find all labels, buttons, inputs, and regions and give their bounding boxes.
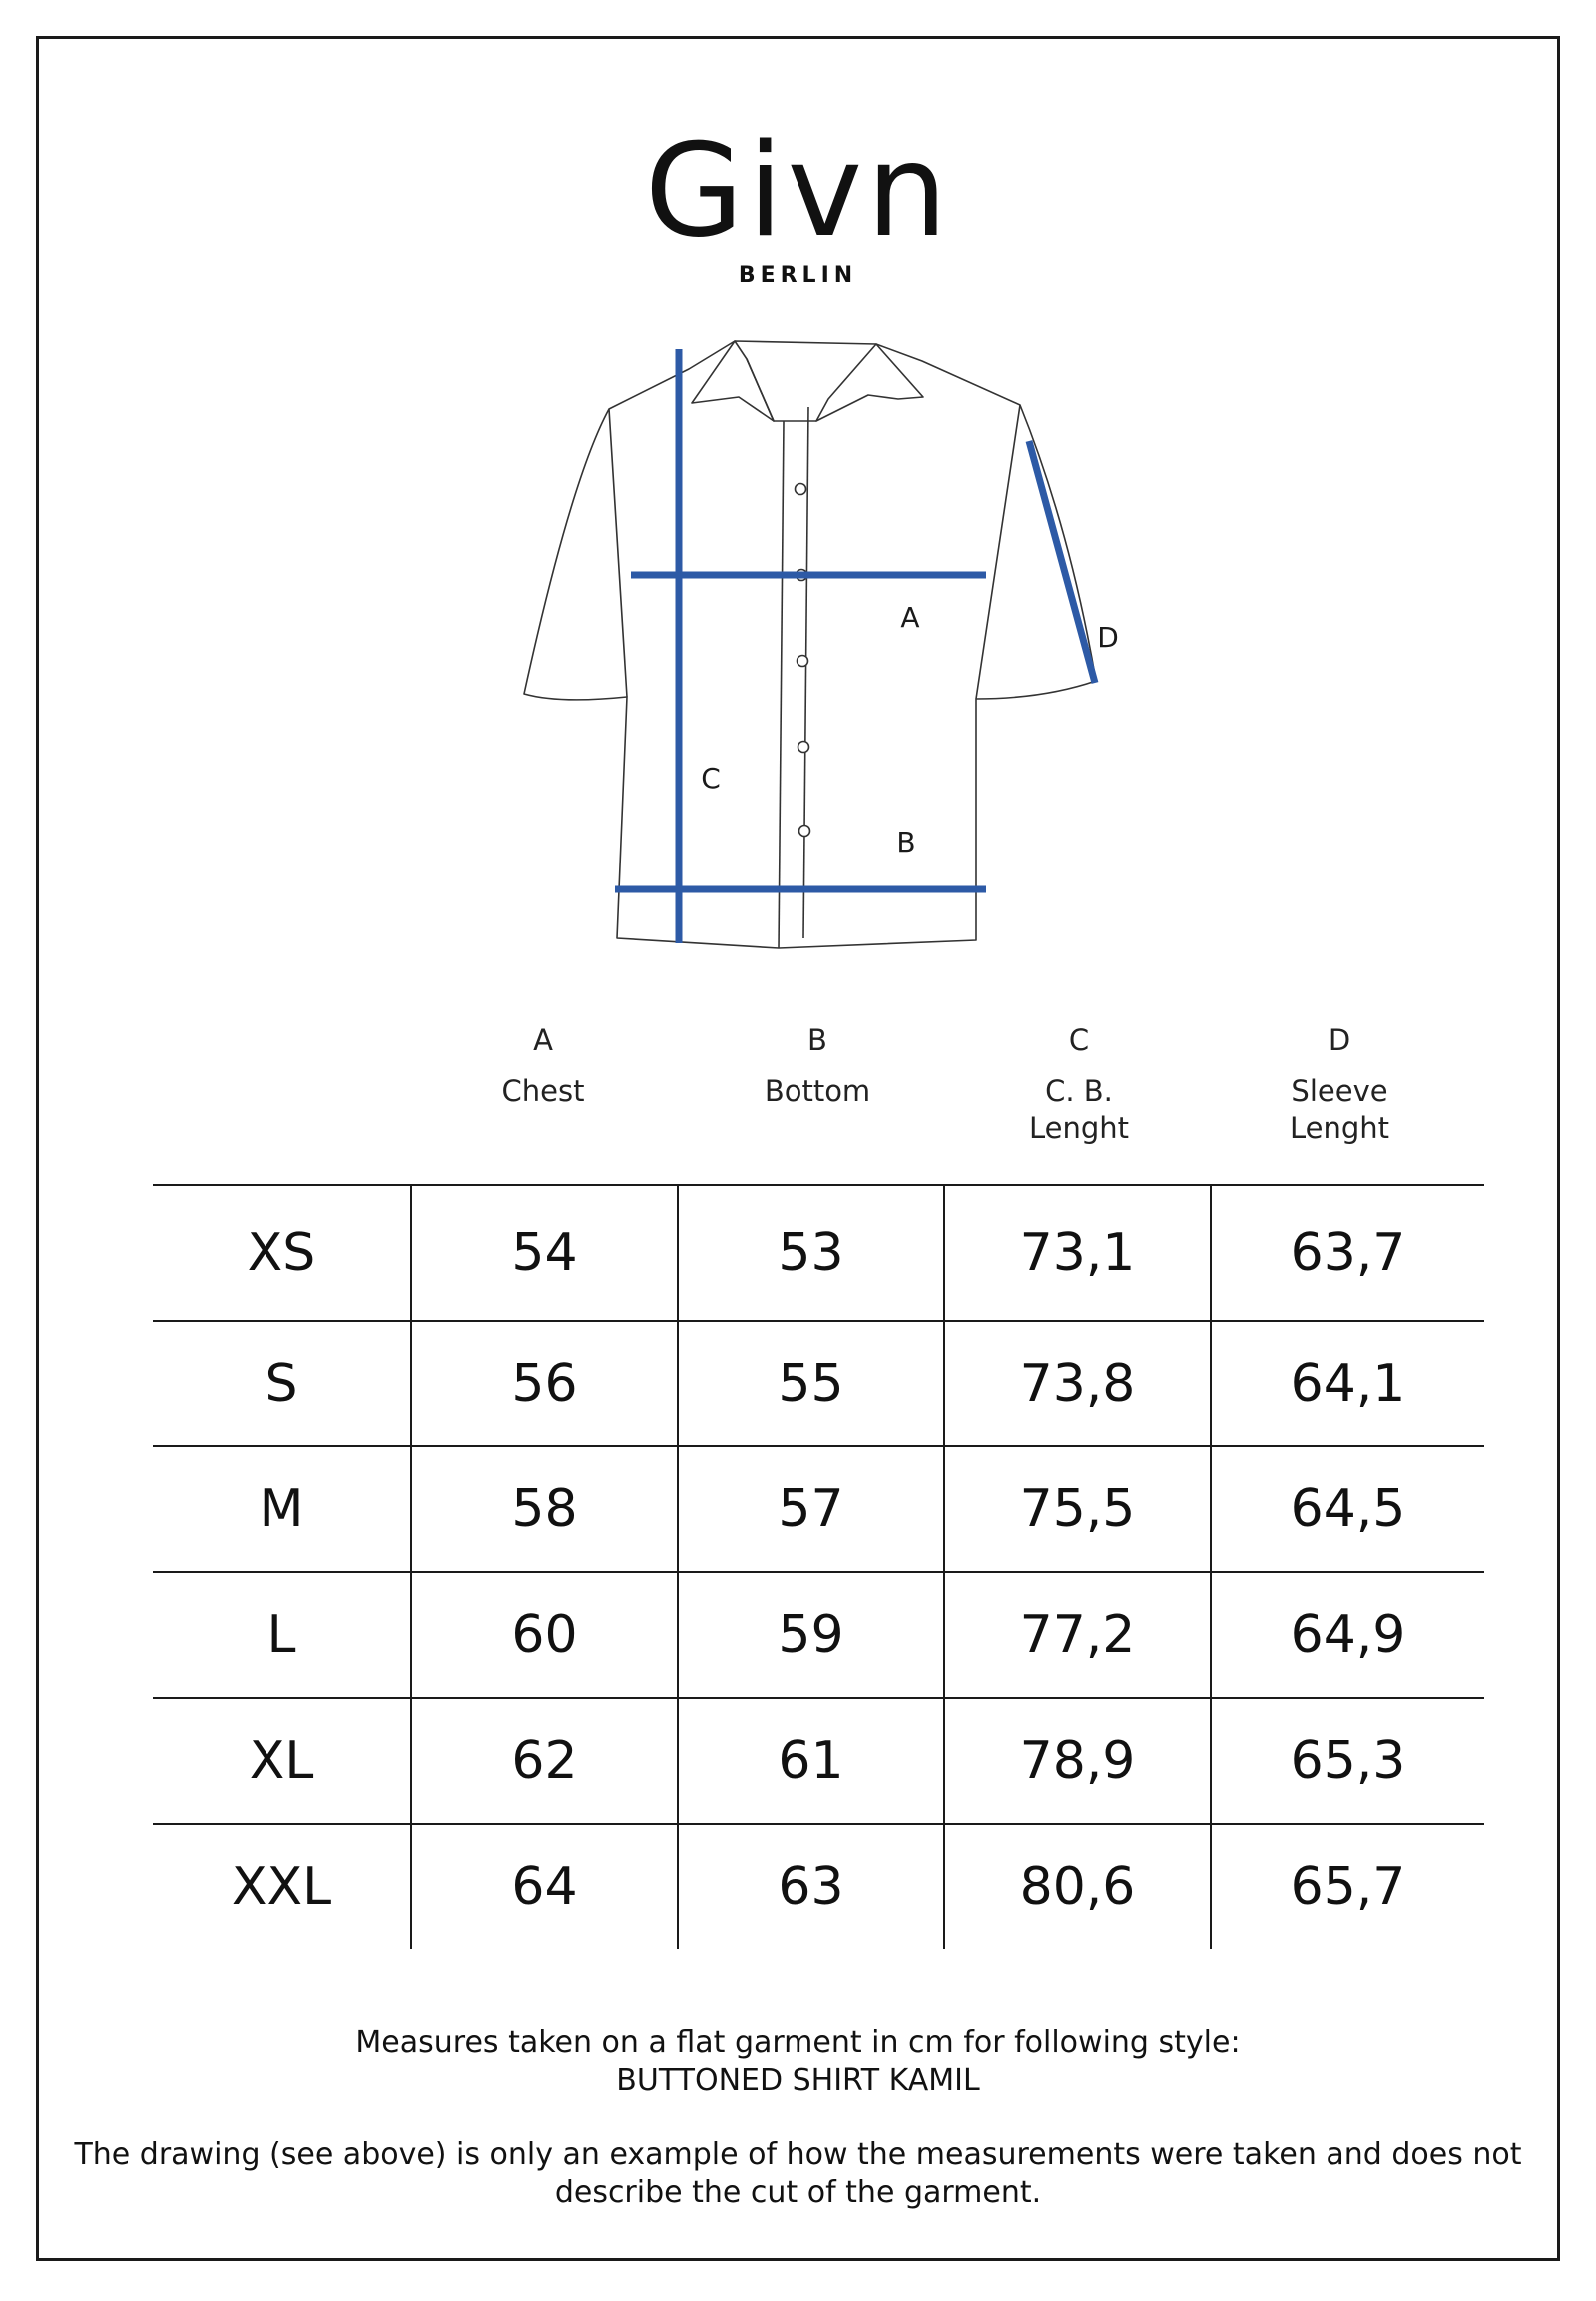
size-cell: S — [265, 1354, 298, 1414]
diagram-label-a: A — [900, 601, 920, 634]
size-cell: XS — [247, 1223, 316, 1283]
table-row — [153, 1445, 1484, 1571]
measure-line-d — [1029, 441, 1095, 683]
table-row — [153, 1184, 1484, 1320]
measurement-note — [60, 2024, 1536, 2100]
button-icon — [798, 742, 809, 753]
button-icon — [798, 656, 808, 667]
brand-logo: Givn — [644, 117, 952, 266]
chest-cell: 54 — [410, 1186, 677, 1320]
style-name: BUTTONED SHIRT KAMIL — [616, 2063, 980, 2098]
chest-cell: 62 — [410, 1699, 677, 1823]
column-letter: C — [1068, 1023, 1090, 1057]
sleeve-length-cell: 63,7 — [1210, 1186, 1484, 1320]
column-letter: A — [533, 1023, 553, 1057]
chest-cell: 60 — [410, 1573, 677, 1697]
bottom-cell: 55 — [677, 1322, 943, 1445]
sleeve-length-cell: 65,3 — [1210, 1699, 1484, 1823]
disclaimer-note: The drawing (see above) is only an example of how the measurements were taken and does not describe the cut of the garment. — [74, 2137, 1522, 2210]
column-header-chest — [413, 1022, 673, 1110]
bottom-cell: 53 — [677, 1186, 943, 1320]
button-icon — [796, 484, 806, 495]
column-header-bottom — [688, 1022, 947, 1110]
size-cell: XL — [249, 1731, 314, 1791]
column-name: Chest — [501, 1074, 585, 1108]
table-row — [153, 1697, 1484, 1823]
sleeve-length-cell: 64,9 — [1210, 1573, 1484, 1697]
diagram-label-b: B — [896, 826, 916, 859]
table-row — [153, 1320, 1484, 1445]
measurement-note-line: Measures taken on a flat garment in cm for following style: — [355, 2025, 1241, 2060]
sleeve-length-cell: 64,5 — [1210, 1447, 1484, 1571]
cb-length-cell: 77,2 — [943, 1573, 1210, 1697]
table-row — [153, 1571, 1484, 1697]
diagram-label-d: D — [1097, 621, 1119, 654]
cb-length-cell: 78,9 — [943, 1699, 1210, 1823]
sleeve-length-cell: 64,1 — [1210, 1322, 1484, 1445]
column-header-cb-length — [949, 1022, 1209, 1147]
bottom-cell: 63 — [677, 1825, 943, 1949]
chest-cell: 56 — [410, 1322, 677, 1445]
button-icon — [799, 826, 810, 837]
size-table — [153, 1184, 1484, 1949]
table-row — [153, 1823, 1484, 1949]
shirt-measurement-diagram — [499, 329, 1138, 968]
chest-cell: 64 — [410, 1825, 677, 1949]
cb-length-cell: 75,5 — [943, 1447, 1210, 1571]
cb-length-cell: 80,6 — [943, 1825, 1210, 1949]
chest-cell: 58 — [410, 1447, 677, 1571]
bottom-cell: 61 — [677, 1699, 943, 1823]
column-name: Sleeve Lenght — [1289, 1074, 1390, 1145]
column-letter: D — [1328, 1023, 1351, 1057]
column-name: Bottom — [764, 1074, 871, 1108]
size-cell: XXL — [231, 1857, 332, 1917]
column-letter: B — [807, 1023, 827, 1057]
bottom-cell: 57 — [677, 1447, 943, 1571]
sleeve-length-cell: 65,7 — [1210, 1825, 1484, 1949]
cb-length-cell: 73,1 — [943, 1186, 1210, 1320]
cb-length-cell: 73,8 — [943, 1322, 1210, 1445]
brand-subtitle: BERLIN — [738, 263, 858, 288]
size-cell: M — [259, 1479, 304, 1539]
column-header-sleeve-length — [1210, 1022, 1469, 1147]
column-name: C. B. Lenght — [1028, 1074, 1130, 1145]
size-cell: L — [266, 1605, 296, 1665]
shirt-collar — [692, 341, 774, 421]
bottom-cell: 59 — [677, 1573, 943, 1697]
diagram-label-c: C — [701, 762, 721, 795]
